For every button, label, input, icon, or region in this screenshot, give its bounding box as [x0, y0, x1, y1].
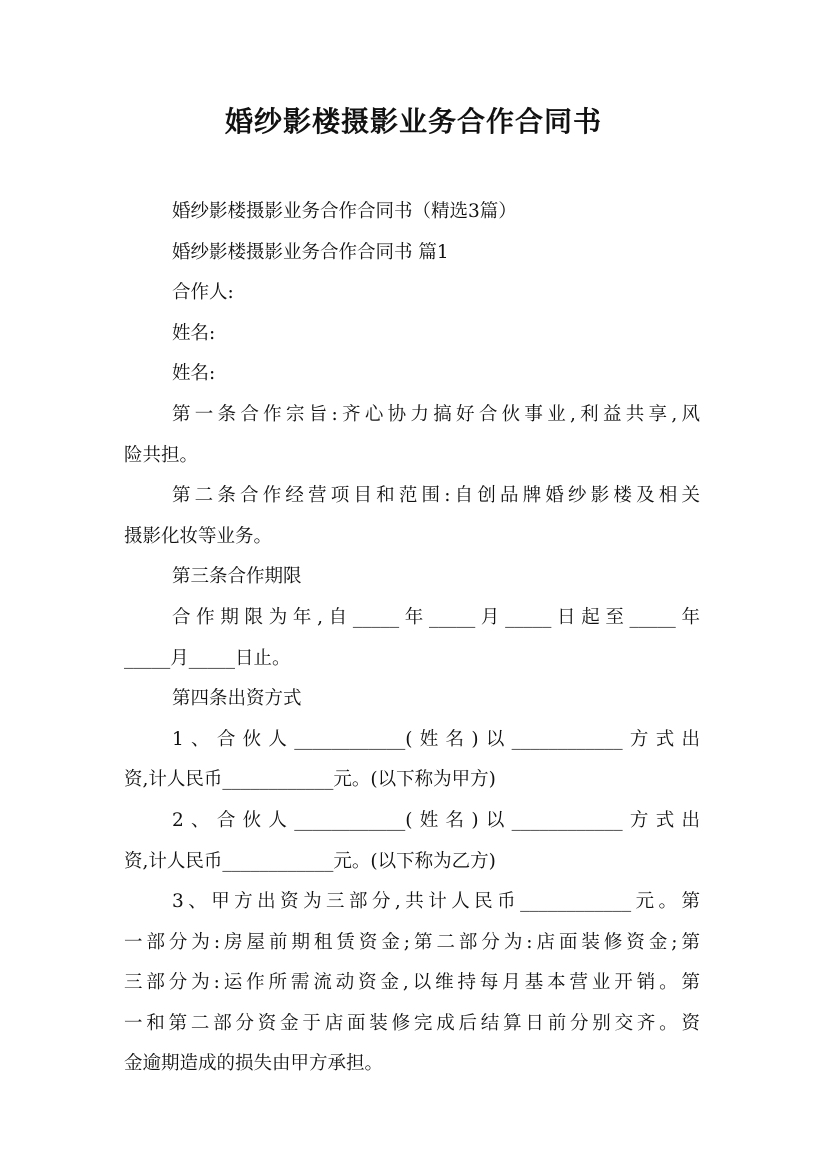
text-line: 第一条合作宗旨:齐心协力搞好合伙事业,利益共享,风 — [172, 403, 700, 425]
text-line: 第三条合作期限 — [172, 566, 302, 588]
text-line: _____月_____日止。 — [124, 647, 291, 669]
text-line: 婚纱影楼摄影业务合作合同书（精选3篇） — [172, 201, 517, 222]
text-line: 险共担。 — [124, 444, 199, 466]
text-line: 合作期限为年,自_____年_____月_____日起至_____年 — [172, 606, 700, 628]
text-line: 第二条合作经营项目和范围:自创品牌婚纱影楼及相关 — [172, 485, 700, 507]
text-line: 1、合伙人____________(姓名)以____________方式出 — [172, 728, 700, 750]
text-line: 姓名: — [172, 322, 216, 344]
text-line: 资,计人民币____________元。(以下称为甲方) — [124, 769, 496, 791]
text-line: 3、甲方出资为三部分,共计人民币____________元。第 — [172, 891, 700, 913]
text-line: 摄影化妆等业务。 — [124, 525, 273, 547]
text-line: 第四条出资方式 — [172, 688, 302, 710]
text-line: 一和第二部分资金于店面装修完成后结算日前分别交齐。资 — [124, 1012, 700, 1034]
text-line: 资,计人民币____________元。(以下称为乙方) — [124, 850, 496, 872]
text-line: 姓名: — [172, 363, 216, 385]
text-line: 一部分为:房屋前期租赁资金;第二部分为:店面装修资金;第 — [124, 931, 700, 953]
text-line: 2、合伙人____________(姓名)以____________方式出 — [172, 809, 700, 831]
document-title: 婚纱影楼摄影业务合作合同书 — [224, 105, 602, 138]
document-body — [124, 192, 700, 1085]
text-line: 三部分为:运作所需流动资金,以维持每月基本营业开销。第 — [124, 972, 700, 994]
text-line: 金逾期造成的损失由甲方承担。 — [124, 1053, 384, 1075]
text-line: 合作人: — [172, 282, 234, 304]
text-line: 婚纱影楼摄影业务合作合同书 篇1 — [172, 241, 449, 263]
